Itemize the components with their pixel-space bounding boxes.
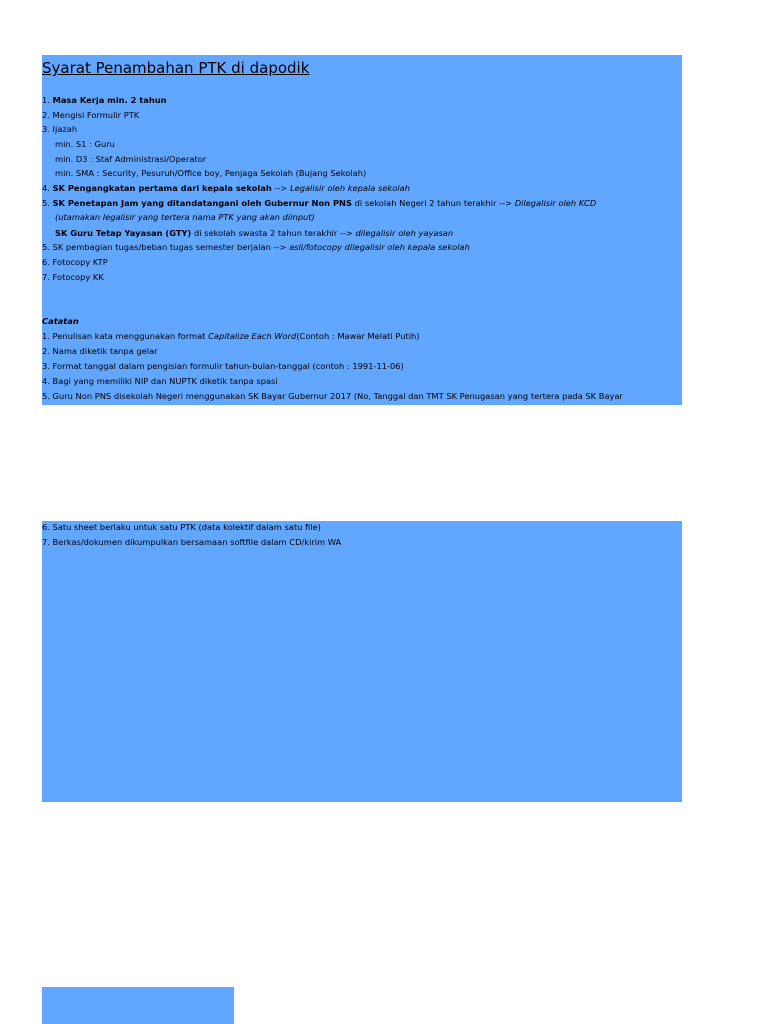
syarat-item-3: 3. Ijazah bbox=[42, 124, 78, 134]
item-text: (Contoh : Mawar Melati Putih) bbox=[296, 331, 420, 341]
catatan-item-4: 4. Bagi yang memiliki NIP dan NUPTK diketik tanpa spasi bbox=[42, 376, 278, 386]
syarat-item-5 bbox=[42, 198, 596, 209]
syarat-item-3b: min. D3 : Staf Administrasi/Operator bbox=[55, 154, 207, 164]
item-number: 1. bbox=[42, 95, 50, 105]
item-text: di sekolah swasta 2 tahun terakhir --> bbox=[191, 228, 356, 238]
sheet-block-syarat bbox=[42, 55, 682, 405]
syarat-item-5-note bbox=[55, 212, 315, 223]
syarat-item-3c: min. SMA : Security, Pesuruh/Office boy, Penjaga Sekolah (Bujang Sekolah) bbox=[55, 168, 367, 178]
item-text: di sekolah Negeri 2 tahun terakhir --> bbox=[351, 198, 515, 208]
page-title: Syarat Penambahan PTK di dapodik bbox=[42, 59, 310, 77]
sheet-block-catatan-lanjutan bbox=[42, 521, 682, 802]
syarat-item-4 bbox=[42, 183, 410, 194]
item-arrow: --> bbox=[271, 183, 290, 193]
catatan-item-5: 5. Guru Non PNS disekolah Negeri menggunakan SK Bayar Gubernur 2017 (No, Tanggal dan TMT SK Penugasan yang tertera pada SK Bayar bbox=[42, 391, 623, 401]
catatan-heading bbox=[42, 316, 79, 327]
item-italic-text: asli/fotocopy dilegalisir oleh kepala sekolah bbox=[289, 242, 470, 252]
syarat-item-5-gty bbox=[55, 228, 453, 239]
item-number: 5. bbox=[42, 198, 50, 208]
catatan-item-7: 7. Berkas/dokumen dikumpulkan bersamaan softfile dalam CD/kirim WA bbox=[42, 537, 342, 547]
syarat-item-3a: min. S1 : Guru bbox=[55, 139, 115, 149]
item-italic-text: Legalisir oleh kepala sekolah bbox=[289, 183, 410, 193]
item-text: Masa Kerja min. 2 tahun bbox=[52, 95, 167, 105]
catatan-item-3: 3. Format tanggal dalam pengisian formulir tahun-bulan-tanggal (contoh : 1991-11-06) bbox=[42, 361, 404, 371]
item-bold-text: SK Guru Tetap Yayasan (GTY) bbox=[55, 228, 192, 238]
item-italic-text: dilegalisir oleh yayasan bbox=[355, 228, 454, 238]
item-bold-text: SK Pengangkatan pertama dari kepala sekolah bbox=[52, 183, 272, 193]
syarat-item-6: 6. Fotocopy KTP bbox=[42, 257, 108, 267]
item-italic-text: (utamakan legalisir yang tertera nama PTK yang akan diinput) bbox=[55, 212, 315, 222]
item-text: 5. SK pembagian tugas/beban tugas semester berjalan --> bbox=[42, 242, 290, 252]
syarat-item-7: 7. Fotocopy KK bbox=[42, 272, 104, 282]
catatan-item-1 bbox=[42, 331, 420, 342]
catatan-heading-text: Catatan bbox=[42, 316, 79, 326]
catatan-item-6: 6. Satu sheet berlaku untuk satu PTK (data kolektif dalam satu file) bbox=[42, 522, 321, 532]
item-text: 1. Penulisan kata menggunakan format bbox=[42, 331, 209, 341]
catatan-item-2: 2. Nama diketik tanpa gelar bbox=[42, 346, 158, 356]
syarat-item-5b bbox=[42, 242, 470, 253]
item-italic-text: Capitalize Each Word bbox=[208, 331, 297, 341]
syarat-item-1 bbox=[42, 95, 167, 106]
item-number: 4. bbox=[42, 183, 50, 193]
item-bold-text: SK Penetapan Jam yang ditandatangani oleh Gubernur Non PNS bbox=[52, 198, 352, 208]
item-italic-text: Dilegalisir oleh KCD bbox=[514, 198, 597, 208]
sheet-block-empty bbox=[42, 987, 234, 1024]
syarat-item-2: 2. Mengisi Formulir PTK bbox=[42, 110, 140, 120]
